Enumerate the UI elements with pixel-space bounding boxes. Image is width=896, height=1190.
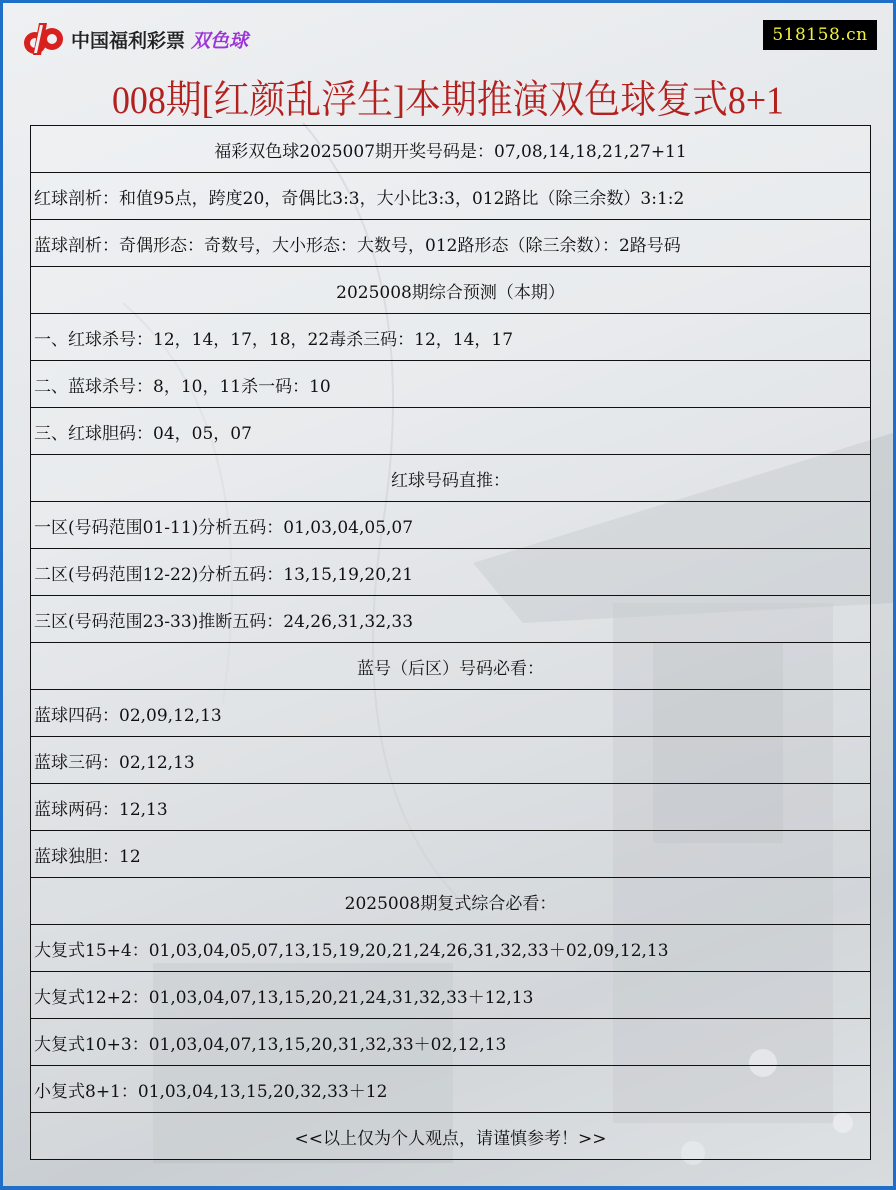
row-text: 一、红球杀号：12，14，17，18，22毒杀三码：12，14，17: [31, 314, 871, 361]
prediction-table: [30, 125, 871, 1160]
table-row: [31, 173, 871, 220]
row-text: 三区(号码范围23-33)推断五码：24,26,31,32,33: [31, 596, 871, 643]
section-header-row: [31, 1113, 871, 1160]
section-heading: 2025008期综合预测（本期）: [31, 267, 871, 314]
section-header-row: [31, 455, 871, 502]
table-row: [31, 831, 871, 878]
table-row: [31, 690, 871, 737]
section-header-row: [31, 878, 871, 925]
table-row: [31, 220, 871, 267]
table-row: [31, 549, 871, 596]
row-text: 蓝球剖析：奇偶形态：奇数号，大小形态：大数号，012路形态（除三余数）：2路号码: [31, 220, 871, 267]
section-heading: <<以上仅为个人观点，请谨慎参考！>>: [31, 1113, 871, 1160]
row-text: 二、蓝球杀号：8，10，11杀一码：10: [31, 361, 871, 408]
table-row: [31, 314, 871, 361]
logo-text: 中国福利彩票: [71, 29, 186, 52]
page-frame: [3, 3, 893, 1186]
section-header-row: [31, 643, 871, 690]
row-text: 三、红球胆码：04，05，07: [31, 408, 871, 455]
row-text: 大复式12+2：01,03,04,07,13,15,20,21,24,31,32,33＋12,13: [31, 972, 871, 1019]
site-badge[interactable]: 518158.cn: [763, 20, 877, 50]
row-text: 蓝球独胆：12: [31, 831, 871, 878]
section-heading: 2025008期复式综合必看：: [31, 878, 871, 925]
row-text: 蓝球两码：12,13: [31, 784, 871, 831]
row-text: 大复式10+3：01,03,04,07,13,15,20,31,32,33＋02,12,13: [31, 1019, 871, 1066]
section-heading: 蓝号（后区）号码必看：: [31, 643, 871, 690]
cwl-logo[interactable]: [21, 21, 248, 57]
table-row: [31, 361, 871, 408]
table-row: [31, 502, 871, 549]
table-row: [31, 1066, 871, 1113]
table-row: [31, 925, 871, 972]
table-row: [31, 596, 871, 643]
row-text: 小复式8+1：01,03,04,13,15,20,32,33＋12: [31, 1066, 871, 1113]
row-text: 蓝球三码：02,12,13: [31, 737, 871, 784]
cwl-logo-icon: [21, 21, 65, 57]
section-heading: 福彩双色球2025007期开奖号码是：07,08,14,18,21,27+11: [31, 126, 871, 173]
page-title: 008期[红颜乱浮生]本期推演双色球复式8+1: [111, 79, 785, 122]
row-text: 大复式15+4：01,03,04,05,07,13,15,19,20,21,24,26,31,32,33＋02,09,12,13: [31, 925, 871, 972]
section-header-row: [31, 126, 871, 173]
row-text: 红球剖析：和值95点，跨度20，奇偶比3:3，大小比3:3，012路比（除三余数）3:1:2: [31, 173, 871, 220]
table-row: [31, 737, 871, 784]
row-text: 二区(号码范围12-22)分析五码：13,15,19,20,21: [31, 549, 871, 596]
table-row: [31, 1019, 871, 1066]
table-row: [31, 408, 871, 455]
table-row: [31, 972, 871, 1019]
row-text: 蓝球四码：02,09,12,13: [31, 690, 871, 737]
section-heading: 红球号码直推：: [31, 455, 871, 502]
section-header-row: [31, 267, 871, 314]
row-text: 一区(号码范围01-11)分析五码：01,03,04,05,07: [31, 502, 871, 549]
table-row: [31, 784, 871, 831]
logo-game-name: 双色球: [191, 29, 249, 52]
